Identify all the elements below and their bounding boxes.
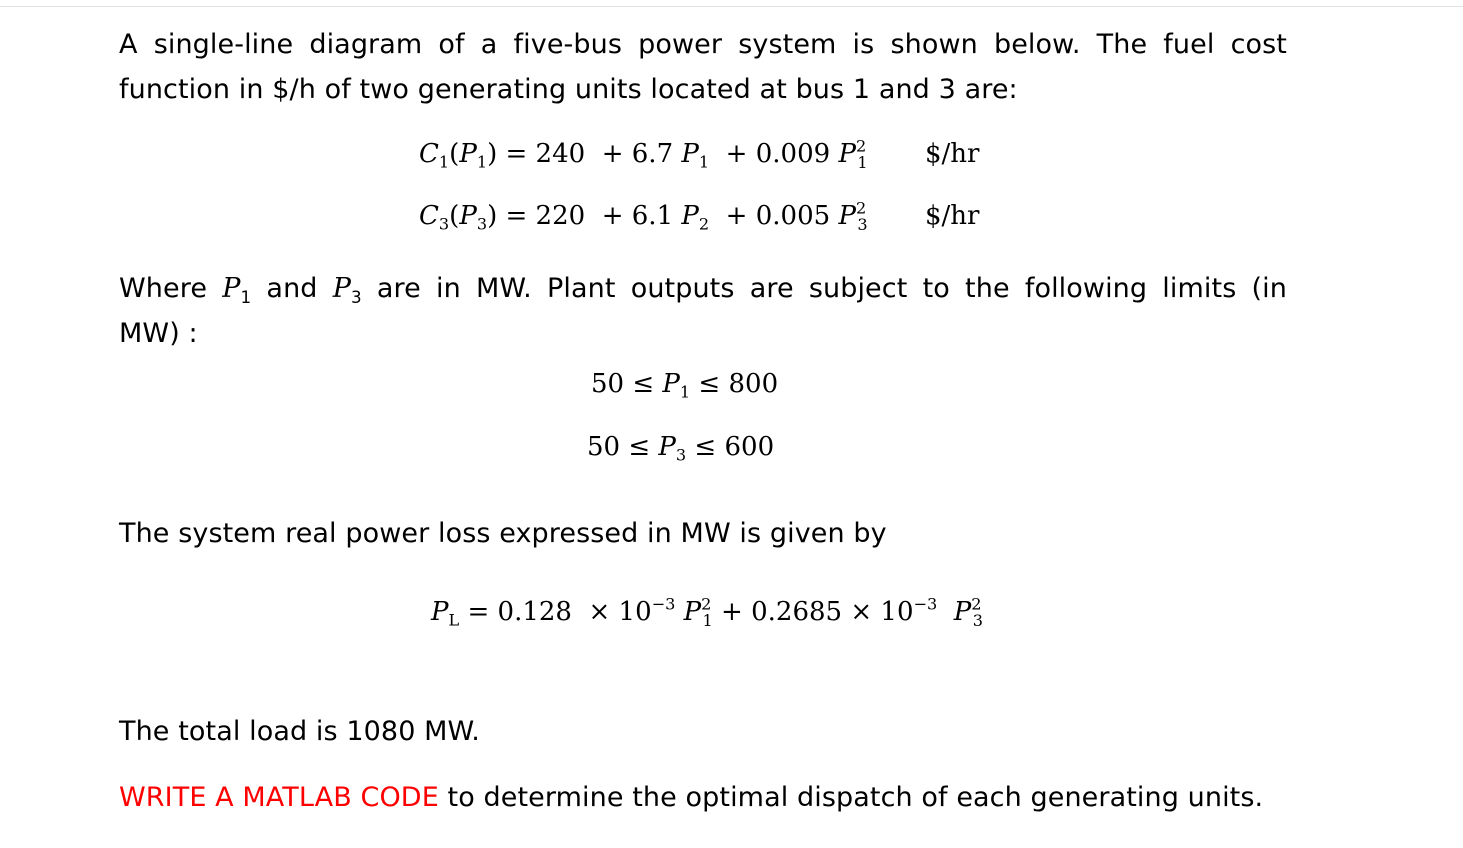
total-load: The total load is 1080 MW. (119, 716, 480, 747)
cost-function-2-unit: $/hr (925, 201, 980, 231)
cost-function-1-unit: $/hr (925, 139, 980, 169)
task-highlight: WRITE A MATLAB CODE (119, 782, 439, 813)
intro-line-2: function in $/h of two generating units located at bus 1 and 3 are: (119, 74, 1018, 105)
where-paragraph (119, 266, 1287, 356)
task-rest: to determine the optimal dispatch of each generating units. (438, 782, 1264, 813)
task-instruction (119, 775, 1287, 820)
intro-paragraph (119, 22, 1287, 112)
cost-function-1: $C_1(P_1) = 240 + 6.7$ $P_1 + 0.009$ $P^2_1$ (419, 136, 868, 172)
intro-line-1: A single-line diagram of a five-bus power system is shown below. The fuel cost (119, 29, 1287, 60)
loss-intro: The system real power loss expressed in MW is given by (119, 518, 887, 549)
where-line-1: Where $P_1$ and $P_3$ are in MW. Plant outputs are subject to the following limits (in (119, 273, 1287, 307)
limit-p1: $50 \le P_1 \le 800$ (591, 369, 779, 402)
limit-p3: $50 \le P_3 \le 600$ (587, 432, 775, 465)
where-line-2: MW) : (119, 318, 198, 349)
cost-function-2: $C_3(P_3) = 220 + 6.1$ $P_2 + 0.005$ $P^2_3$ (419, 198, 868, 234)
loss-equation: $P_L = 0.128 \times 10^{-3}$ $P^2_1 + 0.2685 \times 10^{-3}$ $P^2_3$ (431, 594, 983, 630)
